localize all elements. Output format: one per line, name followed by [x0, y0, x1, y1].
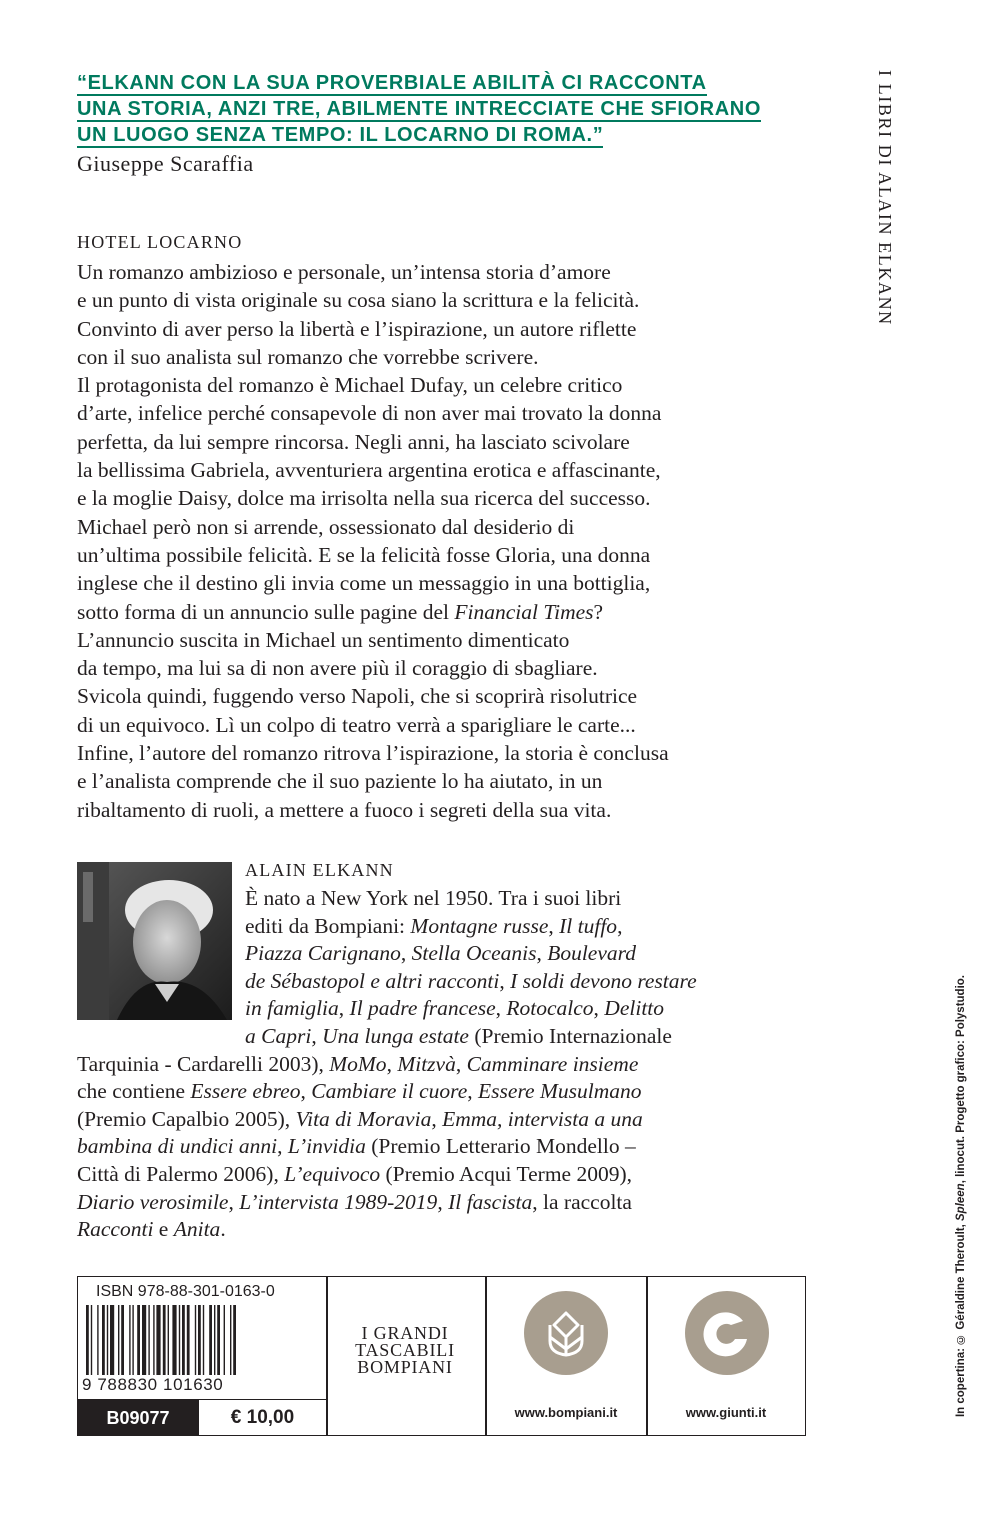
bio-line: a Capri, Una lunga estate (Premio Internazionale [245, 1023, 672, 1048]
barcode-bar [118, 1305, 119, 1375]
isbn-text: ISBN 978-88-301-0163-0 [96, 1283, 275, 1300]
barcode-bar [230, 1305, 231, 1375]
giunti-logo [685, 1291, 769, 1375]
synopsis-line: Infine, l’autore del romanzo ritrova l’ispirazione, la storia è conclusa [77, 741, 669, 766]
price: € 10,00 [198, 1400, 326, 1436]
publisher-giunti-cell [647, 1277, 805, 1435]
barcode-bar [97, 1305, 98, 1375]
giunti-url[interactable]: www.giunti.it [685, 1405, 767, 1420]
barcode-digits: 9 788830 101630 [82, 1375, 224, 1394]
barcode-bar [233, 1305, 236, 1375]
barcode-bar [148, 1305, 149, 1375]
barcode-bar [198, 1305, 201, 1375]
synopsis-line: e la moglie Daisy, dolce ma irrisolta nella sua ricerca del successo. [77, 486, 651, 511]
bio-line: Tarquinia - Cardarelli 2003), MoMo, Mitzvà, Camminare insieme [77, 1051, 639, 1076]
barcode-bar [168, 1305, 169, 1375]
price-row [78, 1399, 326, 1436]
bio-line: (Premio Capalbio 2005), Vita di Moravia, Emma, intervista a una [77, 1106, 643, 1131]
barcode-bar [224, 1305, 225, 1375]
barcode-image [84, 1305, 320, 1375]
synopsis-line: Michael però non si arrende, ossessionato dal desiderio di [77, 514, 575, 539]
barcode-bar [214, 1305, 215, 1375]
bio-line: che contiene Essere ebreo, Cambiare il cuore, Essere Musulmano [77, 1079, 642, 1104]
synopsis-line: e un punto di vista originale su cosa siano la scrittura e la felicità. [77, 288, 640, 313]
synopsis-line: con il suo analista sul romanzo che vorrebbe scrivere. [77, 344, 539, 369]
synopsis-line: ribaltamento di ruoli, a mettere a fuoco i segreti della sua vita. [77, 797, 612, 822]
barcode-cell [78, 1277, 326, 1435]
barcode-bar [107, 1305, 108, 1375]
bio-line: editi da Bompiani: Montagne russe, Il tuffo, [245, 913, 623, 938]
bio-line: in famiglia, Il padre francese, Rotocalco, Delitto [245, 996, 665, 1021]
barcode-bar [132, 1305, 133, 1375]
barcode-bar [129, 1305, 130, 1375]
quote-line: UNA STORIA, ANZI TRE, ABILMENTE INTRECCIATE CHE SFIORANO [77, 98, 761, 120]
quote-line: UN LUOGO SENZA TEMPO: IL LOCARNO DI ROMA.” [77, 124, 604, 146]
series-logo: I GRANDI TASCABILI BOMPIANI [355, 1323, 455, 1377]
barcode-bar [156, 1305, 160, 1375]
synopsis-line: la bellissima Gabriela, avventuriera argentina erotica e affascinante, [77, 458, 661, 483]
quote-author: Giuseppe Scaraffia [77, 151, 254, 176]
barcode-bar [121, 1305, 124, 1375]
barcode-bar [172, 1305, 176, 1375]
publisher-bompiani-cell [486, 1277, 646, 1435]
author-name: ALAIN ELKANN [245, 860, 394, 880]
book-title: HOTEL LOCARNO [77, 232, 243, 252]
barcode-bar [142, 1305, 146, 1375]
synopsis-line: inglese che il destino gli invia come un messaggio in una bottiglia, [77, 571, 651, 596]
synopsis-line: L’annuncio suscita in Michael un sentimento dimenticato [77, 627, 570, 652]
series-vertical-title: I LIBRI DI ALAIN ELKANN [875, 70, 895, 326]
barcode-bar [137, 1305, 140, 1375]
barcode-bar [195, 1305, 196, 1375]
pull-quote [77, 70, 797, 148]
bio-line: Piazza Carignano, Stella Oceanis, Boulevard [245, 941, 636, 966]
synopsis-line: d’arte, infelice perché consapevole di non aver mai trovato la donna [77, 401, 662, 426]
bio-line: Diario verosimile, L’intervista 1989-2019, Il fascista, la raccolta [77, 1189, 632, 1214]
bio-line: Città di Palermo 2006), L’equivoco (Premio Acqui Terme 2009), [77, 1161, 633, 1186]
barcode-bar [86, 1305, 89, 1375]
tulip-icon [524, 1291, 608, 1375]
barcode-bar [182, 1305, 185, 1375]
barcode-bar [153, 1305, 154, 1375]
synopsis-line: Il protagonista del romanzo è Michael Dufay, un celebre critico [77, 373, 623, 398]
spiral-icon [685, 1291, 769, 1375]
synopsis-line: da tempo, ma lui sa di non avere più il coraggio di sbagliare. [77, 656, 598, 681]
author-bio [77, 885, 817, 1244]
synopsis-line: un’ultima possibile felicità. E se la felicità fosse Gloria, una donna [77, 542, 651, 567]
series-logo-cell [327, 1277, 485, 1435]
barcode-bar [187, 1305, 190, 1375]
synopsis-line: perfetta, da lui sempre rincorsa. Negli anni, ha lasciato scivolare [77, 429, 630, 454]
synopsis-line: Convinto di aver perso la libertà e l’ispirazione, un autore riflette [77, 316, 637, 341]
bio-line: de Sébastopol e altri racconti, I soldi devono restare [245, 968, 697, 993]
barcode-bar [102, 1305, 105, 1375]
synopsis-line: Svicola quindi, fuggendo verso Napoli, che si scoprirà risolutrice [77, 684, 638, 709]
bompiani-url[interactable]: www.bompiani.it [514, 1405, 618, 1420]
newspaper-title: Financial Times [454, 599, 594, 624]
barcode-bar [163, 1305, 166, 1375]
synopsis-line: di un equivoco. Lì un colpo di teatro verrà a sparigliare le carte... [77, 712, 636, 737]
quote-line: “ELKANN CON LA SUA PROVERBIALE ABILITÀ CI RACCONTA [77, 72, 707, 94]
bio-line: Racconti e Anita. [77, 1217, 226, 1242]
barcode-bar [209, 1305, 212, 1375]
synopsis [77, 258, 817, 824]
barcode-bar [110, 1305, 114, 1375]
barcode-bar [179, 1305, 180, 1375]
barcode-bar [91, 1305, 92, 1375]
synopsis-line: e l’analista comprende che il suo paziente lo ha aiutato, in un [77, 769, 603, 794]
bio-line: È nato a New York nel 1950. Tra i suoi libri [245, 886, 622, 910]
barcode-bar [203, 1305, 204, 1375]
barcode-bar [217, 1305, 220, 1375]
synopsis-line: sotto forma di un annuncio sulle pagine del Financial Times? [77, 599, 604, 624]
product-code: B09077 [78, 1400, 198, 1436]
bompiani-logo [524, 1291, 608, 1375]
cover-credits: In copertina: © Géraldine Theroult, Spleen, linocut. Progetto grafico: Polystudio. [955, 975, 967, 1418]
bio-line: bambina di undici anni, L’invidia (Premio Letterario Mondello – [77, 1134, 636, 1159]
back-cover-footer [77, 1276, 806, 1436]
synopsis-line: Un romanzo ambizioso e personale, un’intensa storia d’amore [77, 260, 611, 284]
